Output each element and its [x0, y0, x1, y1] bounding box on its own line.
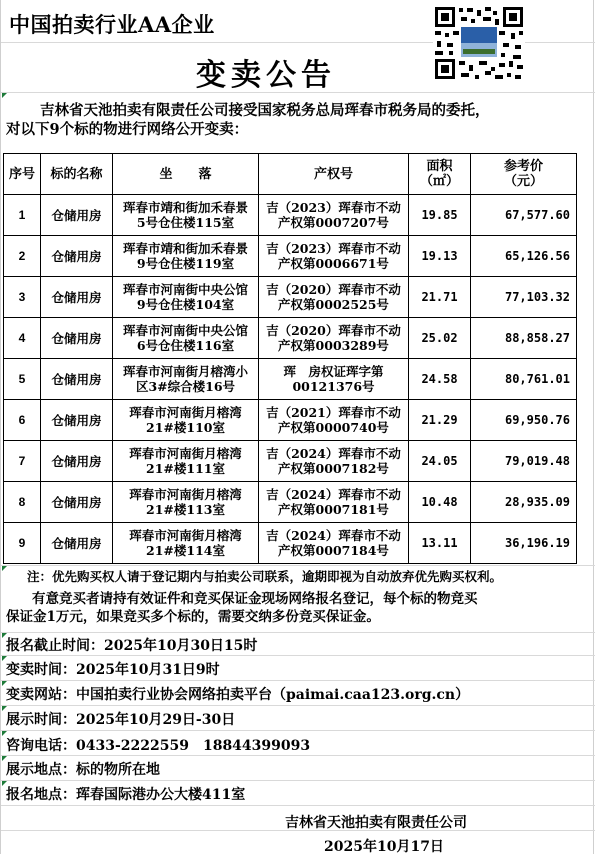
header-cert: 产权号 [259, 154, 409, 195]
table-row [4, 195, 577, 236]
table-row [4, 277, 577, 318]
cell-location: 珲春市靖和街加禾春景 5号仓住楼115室 [113, 195, 259, 236]
divider [1, 705, 595, 706]
cell-name: 仓储用房 [41, 441, 113, 482]
divider [1, 632, 595, 633]
deposit-line-2: 保证金1万元，如果竞买多个标的，需要交纳多份竞买保证金。 [6, 609, 380, 625]
page-title: 变卖公告 [196, 58, 336, 93]
cell-area: 24.05 [409, 441, 471, 482]
cell-price: 80,761.01 [471, 359, 577, 400]
cell-cert: 吉（2024）珲春市不动 产权第0007184号 [259, 523, 409, 564]
cell-area: 24.58 [409, 359, 471, 400]
display-time-text: 展示时间：2025年10月29日-30日 [6, 712, 236, 728]
intro-line-2: 对以下9个标的物进行网络公开变卖： [6, 121, 249, 138]
header-location: 坐 落 [113, 154, 259, 195]
cell-cert: 吉（2024）珲春市不动 产权第0007182号 [259, 441, 409, 482]
table-row [4, 523, 577, 564]
cell-area: 10.48 [409, 482, 471, 523]
cell-price: 67,577.60 [471, 195, 577, 236]
phone-text[interactable]: 咨询电话：0433-2222559 18844399093 [6, 738, 311, 754]
cell-price: 28,935.09 [471, 482, 577, 523]
cell-location: 珲春市河南街月榕湾 21#楼111室 [113, 441, 259, 482]
header-seq: 序号 [4, 154, 41, 195]
cell-location: 珲春市河南街月榕湾 21#楼113室 [113, 482, 259, 523]
divider [1, 730, 595, 731]
divider [1, 780, 595, 781]
divider [1, 655, 595, 656]
cell-price: 65,126.56 [471, 236, 577, 277]
signature-date: 2025年10月17日 [324, 839, 444, 855]
cell-area: 19.13 [409, 236, 471, 277]
cell-cert: 吉（2023）珲春市不动 产权第0007207号 [259, 195, 409, 236]
table-header-row [4, 154, 577, 195]
cell-area: 21.29 [409, 400, 471, 441]
table-row [4, 441, 577, 482]
cell-name: 仓储用房 [41, 236, 113, 277]
brand-title: 中国拍卖行业AA企业 [9, 12, 215, 37]
cell-seq: 9 [4, 523, 41, 564]
cell-area: 13.11 [409, 523, 471, 564]
cell-location: 珲春市河南街中央公馆 9号仓住楼104室 [113, 277, 259, 318]
cell-seq: 2 [4, 236, 41, 277]
cell-area: 21.71 [409, 277, 471, 318]
lots-table [3, 153, 577, 564]
cell-name: 仓储用房 [41, 359, 113, 400]
cell-name: 仓储用房 [41, 523, 113, 564]
cell-seq: 4 [4, 318, 41, 359]
corner-marker [2, 566, 7, 571]
cell-name: 仓储用房 [41, 277, 113, 318]
cell-location: 珲春市河南街月榕湾 21#楼110室 [113, 400, 259, 441]
intro-text [6, 101, 591, 139]
cell-name: 仓储用房 [41, 400, 113, 441]
corner-marker [2, 93, 7, 98]
cell-cert: 吉（2020）珲春市不动 产权第0002525号 [259, 277, 409, 318]
register-place-text: 报名地点：珲春国际港办公大楼411室 [6, 787, 246, 803]
sale-time-text: 变卖时间：2025年10月31日9时 [6, 662, 220, 678]
cell-cert: 珲 房权证珲字第 00121376号 [259, 359, 409, 400]
deposit-line-1: 有意竞买者请持有效证件和竞买保证金现场网络报名登记，每个标的物竞买 [32, 591, 478, 607]
cell-seq: 8 [4, 482, 41, 523]
display-place-text: 展示地点：标的物所在地 [6, 762, 160, 778]
cell-location: 珲春市河南街月榕湾 21#楼114室 [113, 523, 259, 564]
cell-price: 77,103.32 [471, 277, 577, 318]
table-row [4, 359, 577, 400]
cell-name: 仓储用房 [41, 482, 113, 523]
divider [1, 755, 595, 756]
priority-note: 注：优先购买权人请于登记期内与拍卖公司联系，逾期即视为自动放弃优先购买权利。 [27, 569, 503, 584]
cell-location: 珲春市靖和街加禾春景 9号仓住楼119室 [113, 236, 259, 277]
cell-cert: 吉（2024）珲春市不动 产权第0007181号 [259, 482, 409, 523]
cell-area: 25.02 [409, 318, 471, 359]
deposit-paragraph [6, 590, 596, 626]
cell-cert: 吉（2021）珲春市不动 产权第0000740号 [259, 400, 409, 441]
cell-seq: 7 [4, 441, 41, 482]
table-row [4, 482, 577, 523]
cell-price: 88,858.27 [471, 318, 577, 359]
intro-line-1: 吉林省天池拍卖有限责任公司接受国家税务总局珲春市税务局的委托， [40, 102, 490, 119]
table-row [4, 318, 577, 359]
cell-seq: 5 [4, 359, 41, 400]
header-price: 参考价 （元） [471, 154, 577, 195]
divider [1, 565, 595, 566]
cell-price: 36,196.19 [471, 523, 577, 564]
cell-price: 69,950.76 [471, 400, 577, 441]
cell-cert: 吉（2020）珲春市不动 产权第0003289号 [259, 318, 409, 359]
divider [1, 680, 595, 681]
cell-name: 仓储用房 [41, 318, 113, 359]
cell-area: 19.85 [409, 195, 471, 236]
cell-price: 79,019.48 [471, 441, 577, 482]
table-row [4, 236, 577, 277]
cell-name: 仓储用房 [41, 195, 113, 236]
cell-seq: 6 [4, 400, 41, 441]
deadline-text: 报名截止时间：2025年10月30日15时 [6, 638, 258, 654]
header-name: 标的名称 [41, 154, 113, 195]
website-text[interactable]: 变卖网站：中国拍卖行业协会网络拍卖平台（paimai.caa123.org.cn） [6, 687, 470, 703]
table-row [4, 400, 577, 441]
cell-cert: 吉（2023）珲春市不动 产权第0006671号 [259, 236, 409, 277]
header-area: 面积 （㎡） [409, 154, 471, 195]
signature-company: 吉林省天池拍卖有限责任公司 [285, 815, 467, 831]
cell-location: 珲春市河南街月榕湾小 区3#综合楼16号 [113, 359, 259, 400]
cell-location: 珲春市河南街中央公馆 6号仓住楼116室 [113, 318, 259, 359]
cell-seq: 3 [4, 277, 41, 318]
cell-seq: 1 [4, 195, 41, 236]
divider [1, 805, 595, 806]
